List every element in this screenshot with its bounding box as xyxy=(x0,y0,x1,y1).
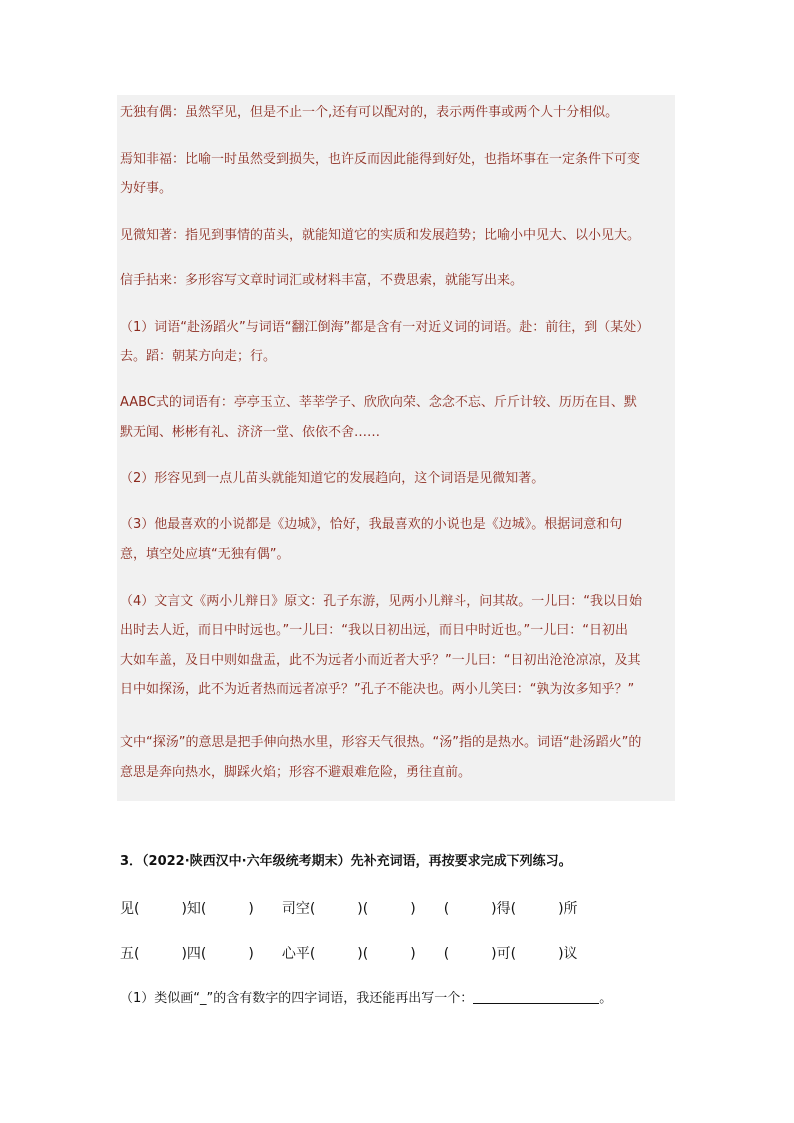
answer-line: 日中如探汤，此不为近者热而远者凉乎？”孔子不能决也。两小儿笑曰：“孰为汝多知乎？” xyxy=(120,682,635,697)
answer-line: （3）他最喜欢的小说都是《边城》，恰好，我最喜欢的小说也是《边城》。根据词意和句 xyxy=(120,517,623,532)
answer-line: 文中“探汤”的意思是把手伸向热水里，形容天气很热。“汤”指的是热水。词语“赴汤蹈火”的 xyxy=(120,735,642,750)
sub-question-suffix: 。 xyxy=(599,991,613,1006)
answer-line: （4）文言文《两小儿辩日》原文：孔子东游，见两小儿辩斗，问其故。一儿曰：“我以日始 xyxy=(120,594,643,609)
answer-line: 去。蹈：朝某方向走；行。 xyxy=(120,349,277,364)
answer-blank[interactable] xyxy=(473,989,599,1004)
answer-line: 无独有偶：虽然罕见，但是不止一个,还有可以配对的，表示两件事或两个人十分相似。 xyxy=(120,105,619,120)
answer-line: 为好事。 xyxy=(120,181,173,196)
answer-line: 默无闻、彬彬有礼、济济一堂、依依不舍…… xyxy=(120,425,381,440)
fill-in-row-1[interactable]: 见( )知( ) 司空( )( ) ( )得( )所 xyxy=(120,901,578,917)
sub-question-1 xyxy=(120,989,612,1009)
answer-line: 信手拈来：多形容写文章时词汇或材料丰富，不费思索，就能写出来。 xyxy=(120,273,524,288)
answer-line: AABC式的词语有：亭亭玉立、莘莘学子、欣欣向荣、念念不忘、斤斤计较、历历在目、默 xyxy=(120,395,637,410)
answer-line: 见微知著：指见到事情的苗头，就能知道它的实质和发展趋势；比喻小中见大、以小见大。 xyxy=(120,228,641,243)
answer-line: 意思是奔向热水，脚踩火焰；形容不避艰难危险，勇往直前。 xyxy=(120,765,472,780)
answer-line: 焉知非福：比喻一时虽然受到损失，也许反而因此能得到好处，也指坏事在一定条件下可变 xyxy=(120,152,641,167)
answer-line: （1）词语“赴汤蹈火”与词语“翻江倒海”都是含有一对近义词的词语。赴：前往，到（某处） xyxy=(120,320,650,335)
answer-line: （2）形容见到一点儿苗头就能知道它的发展趋向，这个词语是见微知著。 xyxy=(120,471,545,486)
sub-question-prefix: （1）类似画“_”的含有数字的四字词语，我还能再出写一个： xyxy=(120,991,474,1006)
answer-line: 意，填空处应填“无独有偶”。 xyxy=(120,547,290,562)
answer-line: 大如车盖，及日中则如盘盂，此不为远者小而近者大乎？”一儿曰：“日初出沧沧凉凉，及其 xyxy=(120,653,641,668)
question-title: 3．（2022·陕西汉中·六年级统考期末）先补充词语，再按要求完成下列练习。 xyxy=(120,854,572,869)
fill-in-row-2[interactable]: 五( )四( ) 心平( )( ) ( )可( )议 xyxy=(120,946,578,962)
answer-line: 出时去人近，而日中时远也。”一儿曰：“我以日初出远，而日中时近也。”一儿曰：“日初出 xyxy=(120,623,628,638)
